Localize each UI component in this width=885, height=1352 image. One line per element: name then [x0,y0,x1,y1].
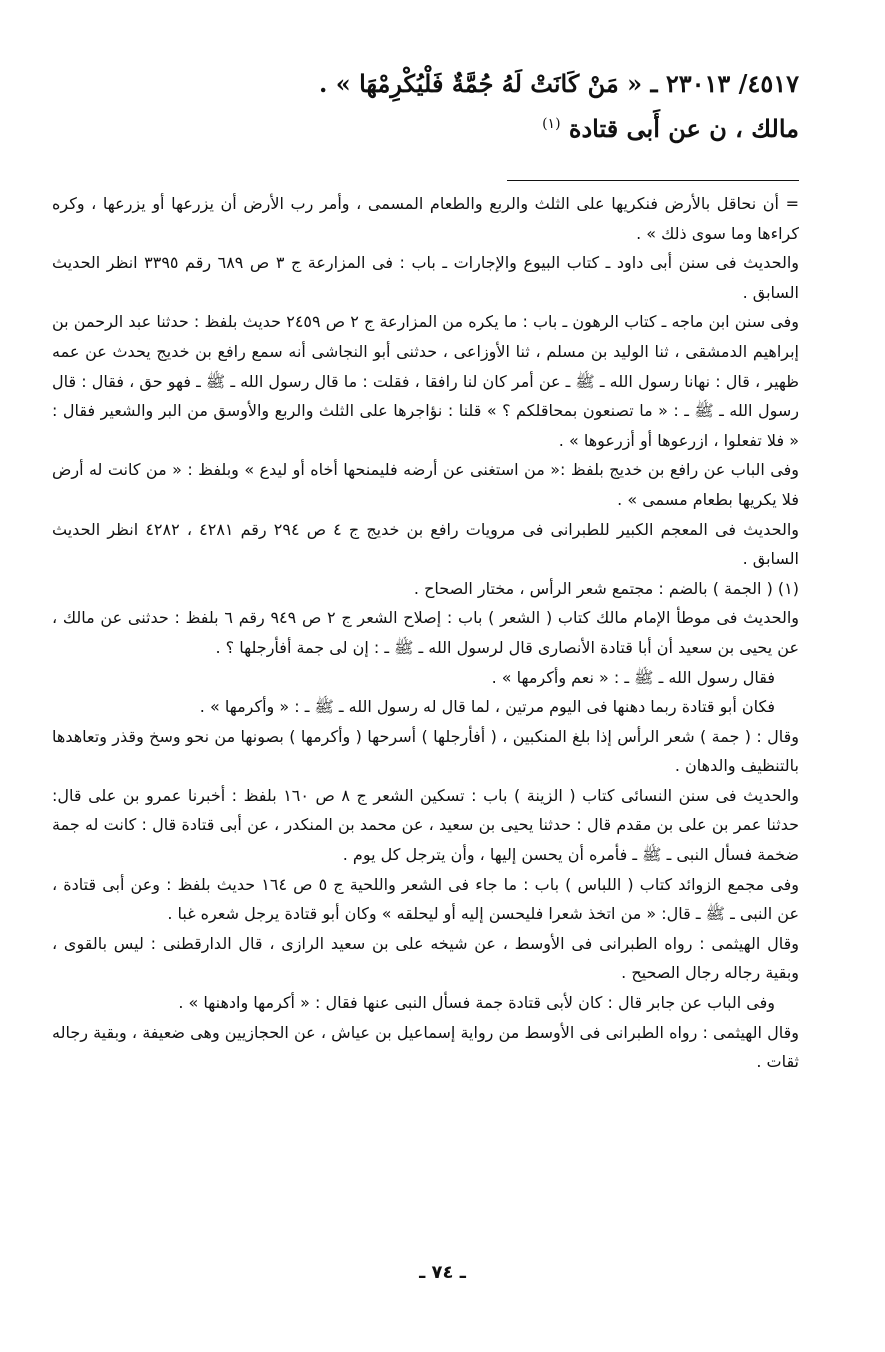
footnote-paragraph: فقال رسول الله ـ ﷺ ـ : « نعم وأكرمها » . [491,667,775,687]
page-number: ـ ٧٤ ـ [419,1262,466,1283]
footnote-paragraph: (١) ( الجمة ) بالضم : مجتمع شعر الرأس ، مختار الصحاح . [413,578,799,598]
footnotes [52,189,799,1077]
footnote-paragraph: والحديث فى سنن أبى داود ـ كتاب البيوع والإجارات ـ باب : فى المزارعة ج ٣ ص ٦٨٩ رقم ٣٣٩٥ انظر الحديث السابق . [52,253,800,302]
footnote-paragraph: وفى سنن ابن ماجه ـ كتاب الرهون ـ باب : ما يكره من المزارعة ج ٢ ص ٢٤٥٩ حديث بلفظ : حدثنا عبد الرحمن بن إبراهيم الدمشقى ، ثنا الوليد بن مسلم ، ثنا الأوزاعى ، حدثنى أبو النجاشى أنه سمع رافع بن خديج يحدث عن عمه ظهير ، قال : نهانا رسول الله ـ ﷺ ـ عن أمر كان لنا رافقا ، فقلت : ما قال رسول الله ـ ﷺ ـ فهو حق ، فقال : قال رسول الله ـ ﷺ ـ : « ما تصنعون بمحاقلكم ؟ » قلنا : نؤاجرها على الثلث والربع والأوسق من البر والشعير فقال : « فلا تفعلوا ، ازرعوها أو أزرعوها » . [52,312,800,450]
footnote-paragraph: والحديث فى موطأ الإمام مالك كتاب ( الشعر ) باب : إصلاح الشعر ج ٢ ص ٩٤٩ رقم ٦ بلفظ : حدثنى عن مالك ، عن يحيى بن سعيد أن أبا قتادة الأنصارى قال لرسول الله ـ ﷺ ـ : إن لى جمة أفأرجلها ؟ . [52,608,800,657]
footnote-paragraph: وقال الهيثمى : رواه الطبرانى فى الأوسط من رواية إسماعيل بن عياش ، عن الحجازيين وهى ضعيفة ، وبقية رجاله ثقات . [52,1022,799,1072]
narrator-text: مالك ، ن عن أَبى قتادة [568,114,799,143]
footnote-separator [507,180,799,181]
footnote-paragraph: وفى الباب عن رافع بن خديج بلفظ :« من استغنى عن أرضه فليمنحها أخاه أو ليدع » وبلفظ : « من كانت له أرض فلا يكريها بطعام مسمى » . [52,460,799,509]
footnote-paragraph: والحديث فى سنن النسائى كتاب ( الزينة ) باب : تسكين الشعر ج ٨ ص ١٦٠ بلفظ : أخبرنا عمرو بن على قال: حدثنا عمر بن على بن مقدم قال : حدثنا يحيى بن سعيد ، عن محمد بن المنكدر ، عن أبى قتادة قال : كانت له جمة ضخمة فسأل النبى ـ ﷺ ـ فأمره أن يحسن إليها ، وأن يترجل كل يوم . [52,785,800,865]
main-hadith [52,60,799,176]
footnote-paragraph: فكان أبو قتادة ربما دهنها فى اليوم مرتين ، لما قال له رسول الله ـ ﷺ ـ : « وأكرمها » . [199,697,775,717]
footnote-paragraph: وقال : ( جمة ) شعر الرأس إذا بلغ المنكبين ، ( أفأرجلها ) أسرحها ( وأكرمها ) بصونها من نحو وسخ وقذر وتعاهدها بالتنظيف والدهان . [52,726,799,776]
footnote-ref: (١) [542,116,561,132]
footnote-paragraph: وقال الهيثمى : رواه الطبرانى فى الأوسط ، عن شيخه على بن سعيد الرازى ، قال الدارقطنى : ليس بالقوى ، وبقية رجاله رجال الصحيح . [52,933,799,983]
hadith-narrator [52,104,799,149]
footnote-paragraph: وفى الباب عن جابر قال : كان لأبى قتادة جمة فسأل النبى عنها فقال : « أكرمها وادهنها » . [178,993,775,1013]
hadith-text: ٤٥١٧/ ٢٣٠١٣ ـ « مَنْ كَانَتْ لَهُ جُمَّةٌ فَلْيُكْرِمْهَا » . [319,69,799,98]
footnote-paragraph: = أن نحاقل بالأرض فنكريها على الثلث والربع والطعام المسمى ، وأمر رب الأرض أن يزرعها أو يزرعها ، وكره كراءها وما سوى ذلك » . [52,194,799,243]
footnote-paragraph: وفى مجمع الزوائد كتاب ( اللباس ) باب : ما جاء فى الشعر واللحية ج ٥ ص ١٦٤ حديث بلفظ : وعن أبى قتادة ، عن النبى ـ ﷺ ـ قال: « من اتخذ شعرا فليحسن إليه أو ليحلقه » وكان أبو قتادة يرجل شعره غبا . [52,874,799,924]
footnote-paragraph: والحديث فى المعجم الكبير للطبرانى فى مرويات رافع بن خديج ج ٤ ص ٢٩٤ رقم ٤٢٨١ ، ٤٢٨٢ انظر الحديث السابق . [52,519,800,569]
